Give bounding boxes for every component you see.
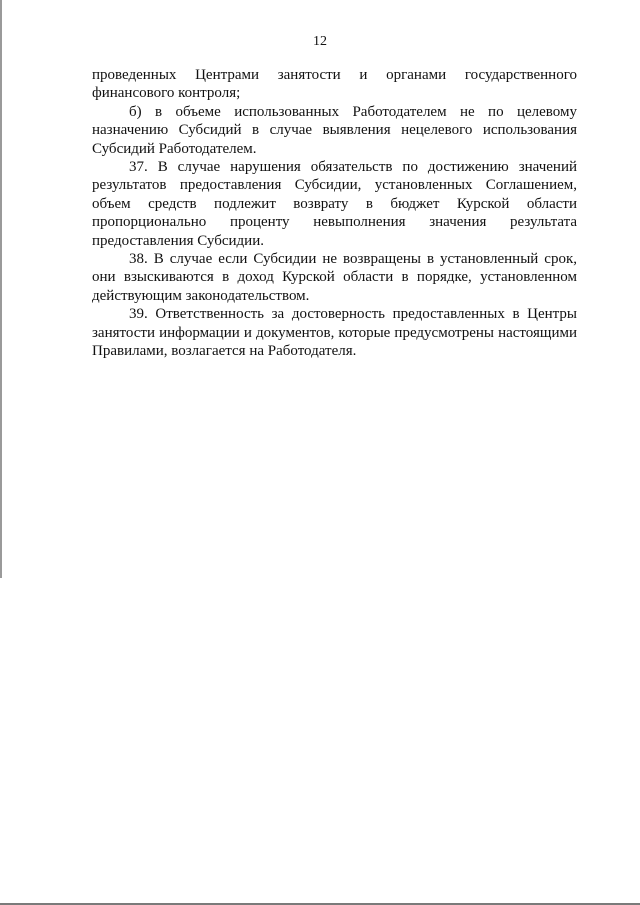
paragraph-39: 39. Ответственность за достоверность предоставленных в Центры занятости информации и документов, которые предусмотрены настоящими Правилами, возлагается на Работодателя. — [92, 306, 577, 360]
paragraph-37: 37. В случае нарушения обязательств по достижению значений результатов предоставления Субсидии, установленных Соглашением, объем средств подлежит возврату в бюджет Курской области пропорционально проценту невыполнения значения результата предоставления Субсидии. — [92, 159, 577, 249]
document-body — [92, 66, 577, 361]
scan-left-edge — [0, 0, 2, 578]
paragraph-38: 38. В случае если Субсидии не возвращены в установленный срок, они взыскиваются в доход Курской области в порядке, установленном действующим законодательством. — [92, 251, 577, 304]
paragraph-item-b: б) в объеме использованных Работодателем не по целевому назначению Субсидий в случае выявления нецелевого использования Субсидий Работодателем. — [92, 103, 577, 157]
page-number: 12 — [313, 34, 327, 49]
paragraph-continuation: проведенных Центрами занятости и органами государственного финансового контроля; — [92, 67, 577, 102]
